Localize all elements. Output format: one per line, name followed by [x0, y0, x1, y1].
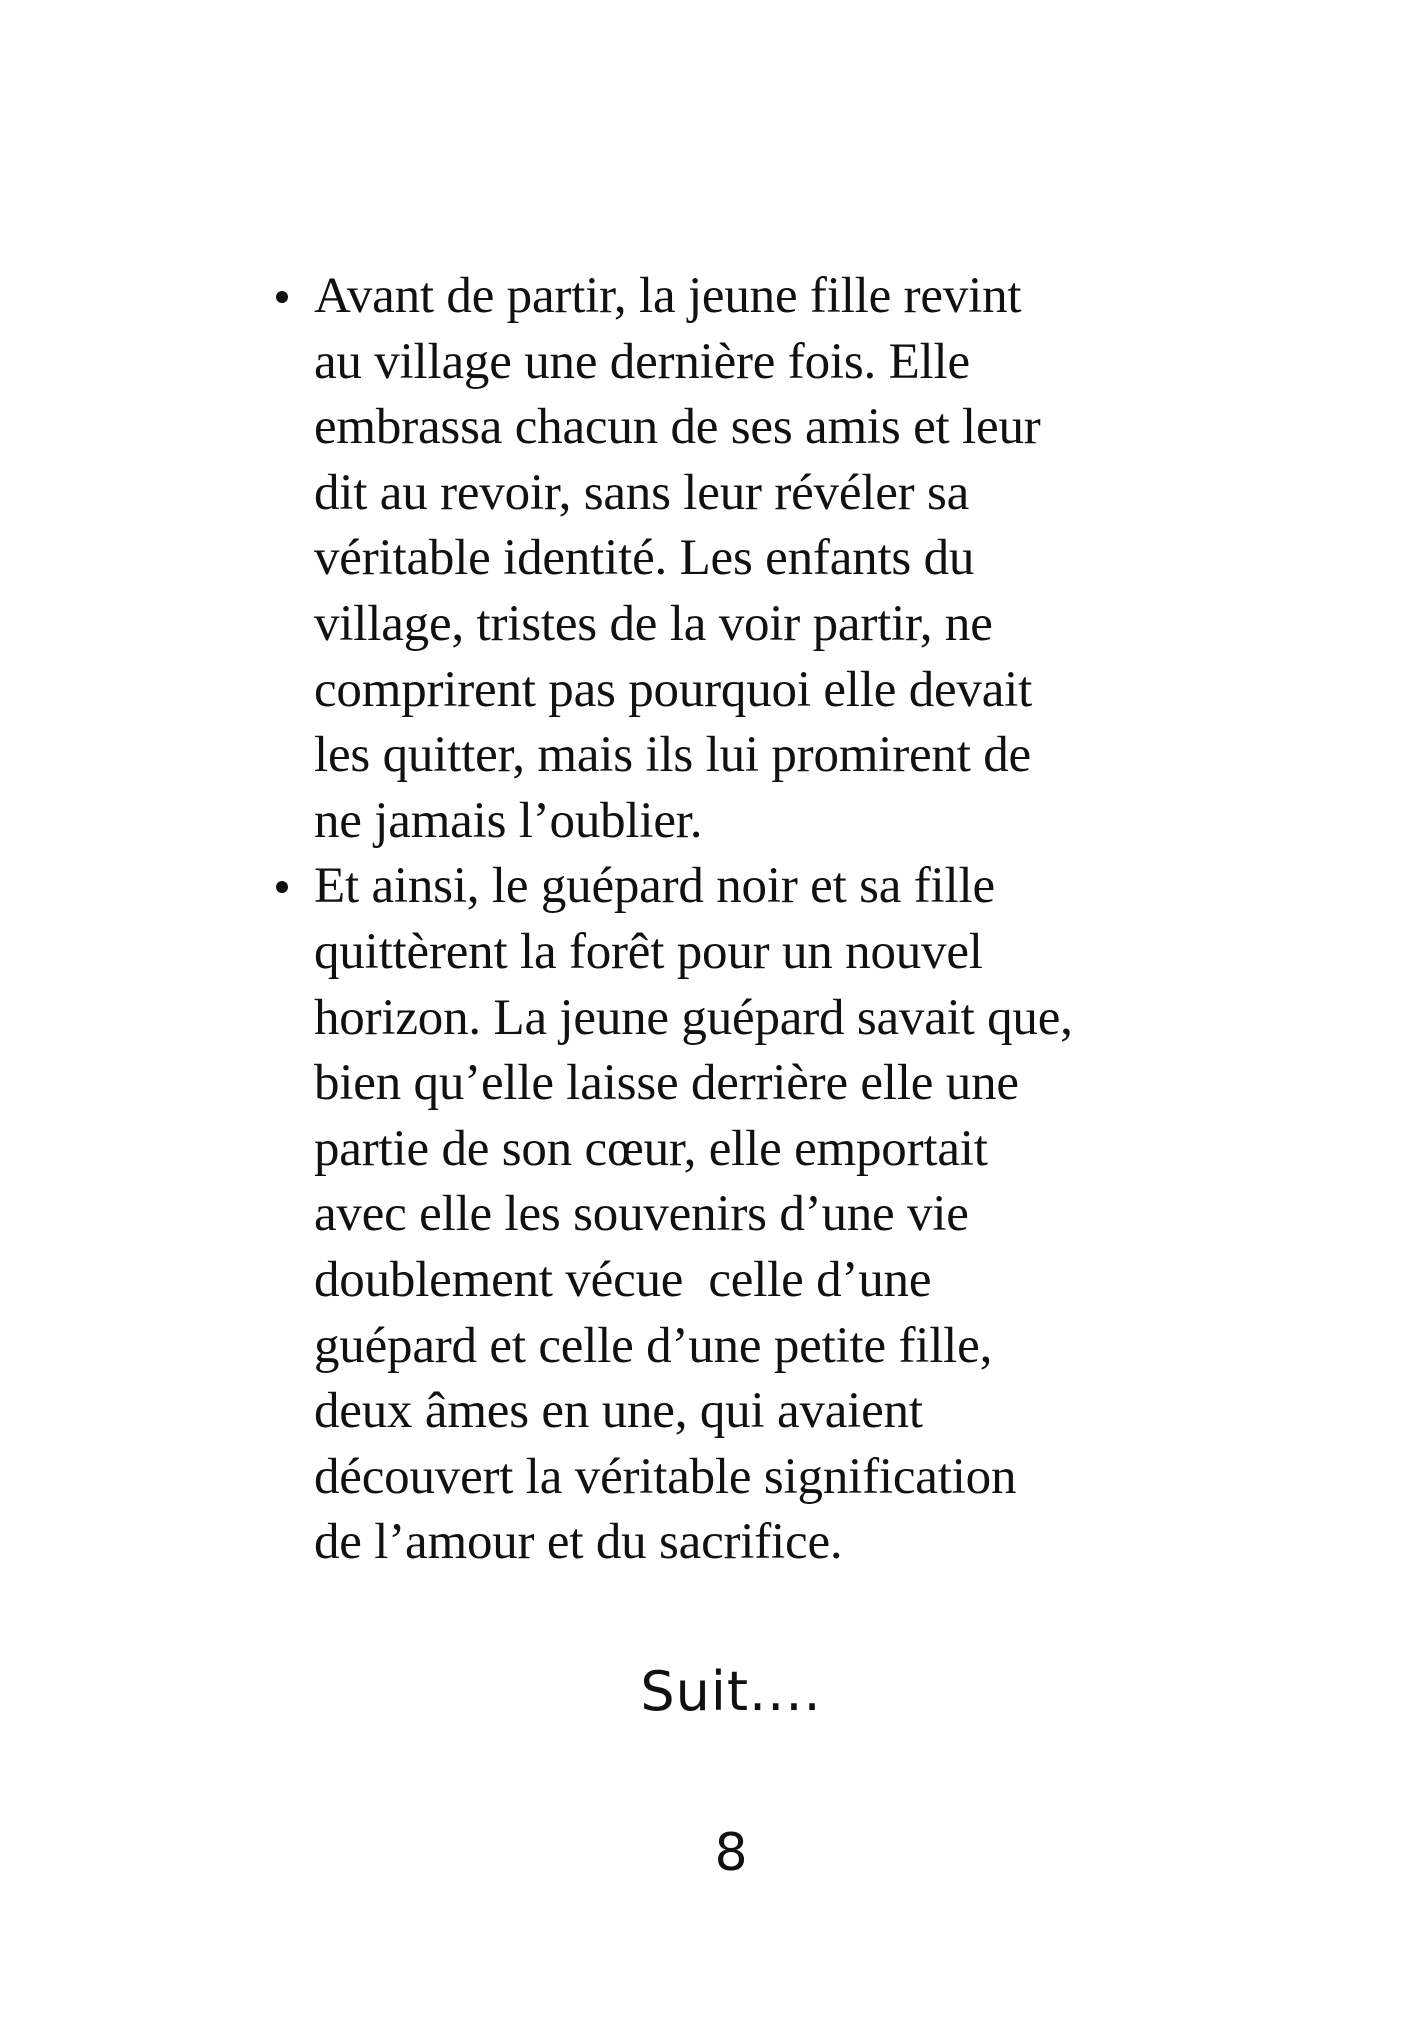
- bullet-dot-icon: [276, 291, 288, 303]
- text-line: Et ainsi, le guépard noir et sa fille: [314, 858, 995, 915]
- text-line: partie de son cœur, elle emportait: [314, 1120, 988, 1177]
- story-paragraph-2: [314, 854, 1314, 1576]
- text-line: bien qu’elle laisse derrière elle une: [314, 1055, 1019, 1112]
- text-line: guépard et celle d’une petite fille,: [314, 1317, 993, 1374]
- text-line: embrassa chacun de ses amis et leur: [314, 399, 1041, 456]
- text-line: dit au revoir, sans leur révéler sa: [314, 464, 970, 521]
- story-bullet-list: [314, 264, 1314, 1576]
- bullet-dot-icon: [276, 881, 288, 893]
- text-line: deux âmes en une, qui avaient: [314, 1383, 923, 1440]
- story-paragraph-1: [314, 264, 1314, 854]
- page-number: 8: [714, 1823, 748, 1883]
- text-line: les quitter, mais ils lui promirent de: [314, 727, 1031, 784]
- text-line: comprirent pas pourquoi elle devait: [314, 661, 1033, 718]
- text-line: au village une dernière fois. Elle: [314, 333, 970, 390]
- text-line: Avant de partir, la jeune fille revint: [314, 268, 1022, 324]
- text-line: de l’amour et du sacrifice.: [314, 1514, 843, 1571]
- text-line: véritable identité. Les enfants du: [314, 530, 975, 587]
- text-line: ne jamais l’oublier.: [314, 792, 703, 849]
- text-line: horizon. La jeune guépard savait que,: [314, 989, 1073, 1046]
- text-line: quittèrent la forêt pour un nouvel: [314, 923, 983, 980]
- text-line: découvert la véritable signification: [314, 1448, 1017, 1505]
- continuation-text: Suit....: [640, 1660, 822, 1723]
- text-line: doublement vécue celle d’une: [314, 1251, 932, 1308]
- text-line: avec elle les souvenirs d’une vie: [314, 1186, 969, 1243]
- text-line: village, tristes de la voir partir, ne: [314, 595, 993, 652]
